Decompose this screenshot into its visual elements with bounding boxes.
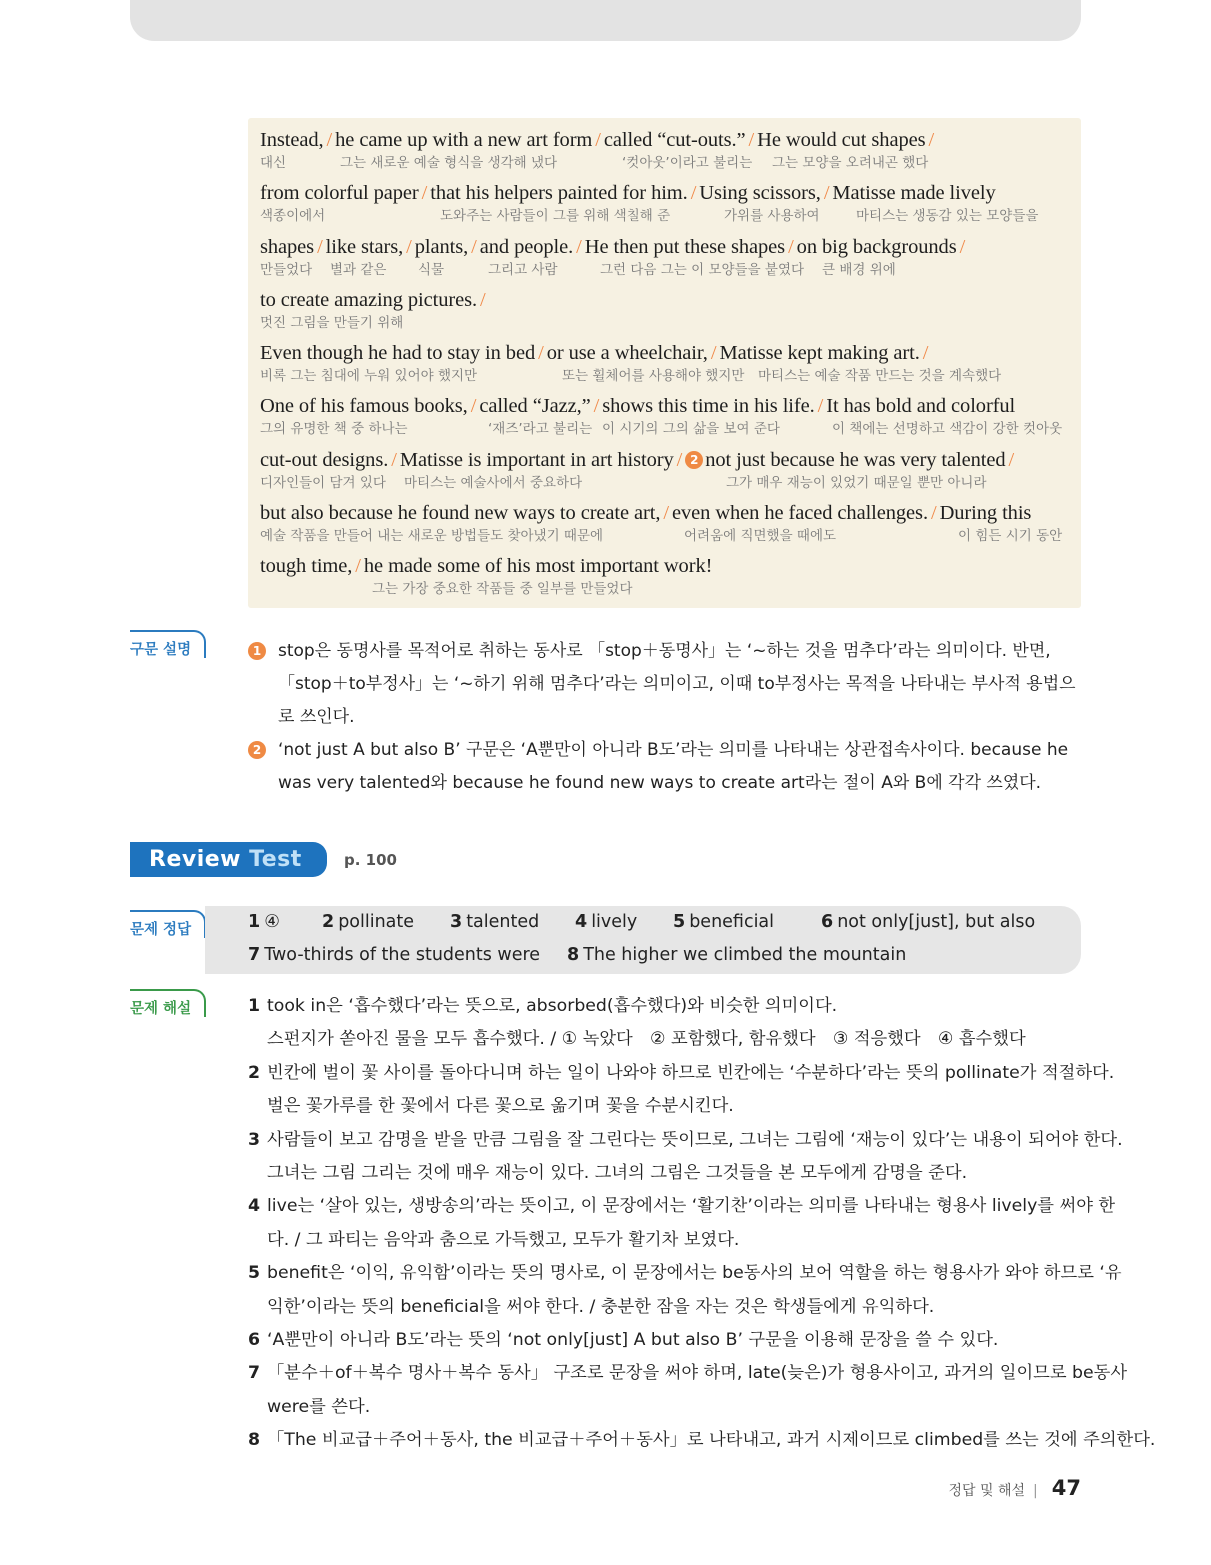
english-chunk: even when he faced challenges. <box>672 502 928 525</box>
chunk-slash: / <box>1008 448 1015 471</box>
english-chunk: Using scissors, <box>699 182 821 205</box>
english-chunk: During this <box>939 502 1032 525</box>
answer-number: 6 <box>821 912 834 932</box>
chunk-slash: / <box>470 395 477 418</box>
answer-text: lively <box>591 912 638 932</box>
chunk-slash: / <box>421 182 428 205</box>
grammar-item <box>248 635 1083 734</box>
passage-line <box>260 179 1081 232</box>
passage-korean <box>260 367 1081 385</box>
chunk-slash: / <box>406 235 412 258</box>
passage-english <box>260 339 1081 367</box>
korean-chunk: 예술 작품을 만들어 내는 새로운 방법들도 찾아냈기 때문에 <box>260 528 604 545</box>
solution-number: 1 <box>248 996 261 1016</box>
solution-line <box>248 990 1083 1023</box>
korean-chunk: 그런 다음 그는 이 모양들을 붙였다 <box>600 261 805 278</box>
solution-line <box>248 1391 1083 1424</box>
answer-item <box>567 945 906 965</box>
answer-number: 2 <box>322 912 335 932</box>
passage-korean <box>260 261 1081 279</box>
korean-chunk: 도와주는 사람들이 그를 위해 색칠해 준 <box>440 208 671 225</box>
chunk-slash: / <box>593 395 600 418</box>
korean-chunk: 그는 새로운 예술 형식을 생각해 냈다 <box>340 155 558 171</box>
english-chunk: called “cut-outs.” <box>603 129 746 151</box>
english-chunk: cut-out designs. <box>260 448 389 471</box>
chunk-slash: / <box>788 235 794 258</box>
chunk-slash: / <box>595 129 601 151</box>
passage-line <box>260 126 1081 179</box>
answer-text: beneficial <box>689 912 775 932</box>
english-chunk: that his helpers painted for him. <box>430 182 688 205</box>
passage-korean <box>260 420 1081 438</box>
korean-chunk: 색종이에서 <box>260 208 326 225</box>
passage-korean <box>260 580 1081 598</box>
korean-chunk: 또는 휠체어를 사용해야 했지만 <box>562 368 745 385</box>
answer-number: 8 <box>567 945 580 965</box>
english-chunk: Even though he had to stay in bed <box>260 342 536 365</box>
korean-chunk: ‘컷아웃’이라고 불리는 <box>622 155 753 171</box>
korean-chunk: ‘재즈’라고 불리는 <box>488 421 593 438</box>
passage-english <box>260 499 1081 527</box>
chunk-slash: / <box>930 502 937 525</box>
chunk-slash: / <box>928 129 935 151</box>
grammar-line: was very talented와 because he found new ways to create art라는 절이 A와 B에 각각 쓰였다. <box>278 773 1042 793</box>
korean-chunk: 이 책에는 선명하고 색감이 강한 컷아웃 <box>832 421 1063 438</box>
english-chunk: plants, <box>414 235 469 258</box>
chunk-slash: / <box>823 182 830 205</box>
grammar-item <box>248 734 1083 800</box>
answer-text: pollinate <box>338 912 415 932</box>
korean-chunk: 가위를 사용하여 <box>724 208 820 225</box>
solution-line <box>248 1324 1083 1357</box>
answer-item <box>248 912 280 932</box>
chunk-slash: / <box>391 448 397 471</box>
passage-line <box>260 392 1081 445</box>
english-chunk: It has bold and colorful <box>826 395 1016 418</box>
top-header-bar <box>130 0 1081 41</box>
korean-chunk: 마티스는 생동감 있는 모양들을 <box>856 208 1039 225</box>
english-chunk: but also because he found new ways to create art, <box>260 502 661 525</box>
number-badge: 2 <box>248 741 266 759</box>
answer-item <box>450 912 539 932</box>
review-title: Review <box>149 847 241 872</box>
review-test-banner <box>130 842 327 877</box>
passage-line <box>260 233 1081 286</box>
solution-line <box>248 1424 1156 1457</box>
answer-text: Two-thirds of the students were <box>264 945 541 965</box>
answer-text: talented <box>466 912 540 932</box>
chunk-slash: / <box>471 235 477 258</box>
english-chunk: He then put these shapes <box>584 235 786 258</box>
solution-number: 5 <box>248 1263 261 1284</box>
chunk-slash: / <box>676 448 683 471</box>
solution-text: benefit은 ‘이익, 유익함’이라는 뜻의 명사로, 이 문장에서는 be동사의 보어 역할을 하는 형용사가 와야 하므로 ‘유 <box>267 1263 1122 1284</box>
solution-number: 6 <box>248 1330 261 1351</box>
answers-tag: 문제 정답 <box>130 910 206 938</box>
solution-line <box>248 1224 1083 1257</box>
passage-korean <box>260 474 1081 492</box>
passage-line <box>260 446 1081 499</box>
solution-text: were를 쓴다. <box>267 1396 371 1417</box>
english-chunk: or use a wheelchair, <box>546 342 708 365</box>
solution-text: 빈칸에 벌이 꽃 사이를 돌아다니며 하는 일이 나와야 하므로 빈칸에는 ‘수분하다’라는 뜻의 pollinate가 적절하다. <box>267 1062 1115 1083</box>
answer-box <box>205 906 1081 974</box>
english-chunk: and people. <box>479 235 574 258</box>
passage-line <box>260 286 1081 339</box>
passage-korean <box>260 154 1081 172</box>
solution-text: ‘A뿐만이 아니라 B도’라는 뜻의 ‘not only[just] A but also B’ 구문을 이용해 문장을 쓸 수 있다. <box>267 1330 999 1351</box>
passage-english <box>260 233 1081 261</box>
solutions-list <box>248 990 1156 1458</box>
footer-section: 정답 및 해설 <box>948 1483 1026 1499</box>
solution-number: 8 <box>248 1430 261 1451</box>
solutions-tag: 문제 해설 <box>130 989 206 1017</box>
english-chunk: One of his famous books, <box>260 395 468 418</box>
answer-item <box>821 912 1035 932</box>
solution-text: 「분수＋of＋복수 명사＋복수 동사」 구조로 문장을 써야 하며, late(늦은)가 형용사이고, 과거의 일이므로 be동사 <box>267 1363 1128 1384</box>
korean-chunk: 만들었다 <box>260 261 313 278</box>
answer-item <box>322 912 414 932</box>
korean-chunk: 그는 모양을 오려내곤 했다 <box>772 155 929 171</box>
reading-passage-box <box>248 118 1081 608</box>
solution-text: 다. / 그 파티는 음악과 춤으로 가득했고, 모두가 활기차 보였다. <box>267 1229 740 1250</box>
solution-line <box>248 1257 1122 1290</box>
chunk-slash: / <box>663 502 669 525</box>
solution-text: 스펀지가 쏟아진 물을 모두 흡수했다. / ① 녹았다 ② 포함했다, 함유했다 ③ 적응했다 ④ 흡수했다 <box>267 1029 1026 1050</box>
korean-chunk: 디자인들이 담겨 있다 <box>260 474 386 491</box>
english-chunk: Instead, <box>260 129 324 151</box>
solution-line <box>248 1357 1128 1390</box>
chunk-slash: / <box>317 235 323 258</box>
answer-text: ④ <box>264 912 280 932</box>
solution-text: 사람들이 보고 감명을 받을 만큼 그림을 잘 그린다는 뜻이므로, 그녀는 그림에 ‘재능이 있다’는 내용이 되어야 한다. <box>267 1129 1123 1150</box>
korean-chunk: 비록 그는 침대에 누워 있어야 했지만 <box>260 368 478 385</box>
solution-number: 4 <box>248 1196 261 1217</box>
chunk-slash: / <box>922 342 929 365</box>
chunk-slash: / <box>480 288 486 311</box>
solution-text: 「The 비교급＋주어＋동사, the 비교급＋주어＋동사」로 나타내고, 과거 시제이므로 climbed를 쓰는 것에 주의한다. <box>267 1430 1156 1451</box>
chunk-slash: / <box>817 395 824 418</box>
page-footer: 정답 및 해설 | 47 <box>948 1476 1081 1500</box>
solution-text: 벌은 꽃가루를 한 꽃에서 다른 꽃으로 옮기며 꽃을 수분시킨다. <box>267 1096 734 1117</box>
passage-english <box>260 552 1081 580</box>
solution-line <box>248 1023 1083 1056</box>
english-chunk: on big backgrounds <box>796 235 957 258</box>
korean-chunk: 마티스는 예술사에서 중요하다 <box>404 474 583 491</box>
number-badge: 2 <box>685 451 703 469</box>
passage-line <box>260 339 1081 392</box>
chunk-slash: / <box>355 555 361 578</box>
chunk-slash: / <box>710 342 717 365</box>
answer-item <box>673 912 774 932</box>
grammar-line: 「stop＋to부정사」는 ‘~하기 위해 멈추다’라는 의미이고, 이때 to부정사는 목적을 나타내는 부사적 용법으로 쓰인다. <box>278 674 1076 727</box>
english-chunk: tough time, <box>260 555 353 578</box>
passage-english <box>260 392 1081 420</box>
grammar-line: stop은 동명사를 목적어로 취하는 동사로 「stop＋동명사」는 ‘~하는 것을 멈추다’라는 의미이다. 반면, <box>278 641 1051 661</box>
solution-line <box>248 1190 1116 1223</box>
chunk-slash: / <box>959 235 966 258</box>
answer-item <box>575 912 637 932</box>
english-chunk: Matisse made lively <box>832 182 996 205</box>
passage-english <box>260 286 1081 314</box>
english-chunk: shows this time in his life. <box>602 395 815 418</box>
solution-line <box>248 1157 1083 1190</box>
passage-line <box>260 499 1081 552</box>
english-chunk: from colorful paper <box>260 182 419 205</box>
english-chunk: like stars, <box>325 235 404 258</box>
passage-korean <box>260 207 1081 225</box>
english-chunk: Matisse kept making art. <box>719 342 920 365</box>
korean-chunk: 대신 <box>260 155 287 171</box>
korean-chunk: 이 힘든 시기 동안 <box>958 528 1063 545</box>
english-chunk: not just because he was very talented <box>705 448 1006 471</box>
solution-line <box>248 1124 1123 1157</box>
answer-text: not only[just], but also <box>837 912 1036 932</box>
solution-text: 그녀는 그림 그리는 것에 매우 재능이 있다. 그녀의 그림은 그것들을 본 모두에게 감명을 준다. <box>267 1163 968 1184</box>
answer-text: The higher we climbed the mountain <box>583 945 907 965</box>
answer-item <box>248 945 540 965</box>
passage-korean <box>260 527 1081 545</box>
answer-number: 1 <box>248 912 261 932</box>
solution-number: 2 <box>248 1062 261 1083</box>
korean-chunk: 식물 <box>418 261 445 278</box>
english-chunk: he made some of his most important work! <box>363 555 713 578</box>
korean-chunk: 그리고 사람 <box>488 261 558 278</box>
english-chunk: he came up with a new art form <box>335 129 593 151</box>
korean-chunk: 이 시기의 그의 삶을 보여 준다 <box>602 421 780 438</box>
review-page-ref: p. 100 <box>344 851 397 869</box>
answer-number: 4 <box>575 912 588 932</box>
english-chunk: called “Jazz,” <box>479 395 591 418</box>
solution-number: 3 <box>248 1129 261 1150</box>
korean-chunk: 그는 가장 중요한 작품들 중 일부를 만들었다 <box>372 581 633 598</box>
english-chunk: to create amazing pictures. <box>260 288 477 311</box>
test-title: Test <box>249 847 302 872</box>
solution-line <box>248 1291 1083 1324</box>
page-number: 47 <box>1051 1476 1081 1500</box>
passage-korean <box>260 314 1081 332</box>
korean-chunk: 어려움에 직면했을 때에도 <box>684 528 837 545</box>
korean-chunk: 그가 매우 재능이 있었기 때문일 뿐만 아니라 <box>726 474 987 491</box>
korean-chunk: 큰 배경 위에 <box>822 261 896 278</box>
grammar-tag: 구문 설명 <box>130 630 206 658</box>
passage-english <box>260 179 1081 207</box>
chunk-slash: / <box>690 182 697 205</box>
chunk-slash: / <box>326 129 333 151</box>
chunk-slash: / <box>538 342 544 365</box>
answer-number: 3 <box>450 912 463 932</box>
grammar-explanation <box>248 635 1083 800</box>
korean-chunk: 멋진 그림을 만들기 위해 <box>260 314 404 331</box>
korean-chunk: 그의 유명한 책 중 하나는 <box>260 421 408 438</box>
answer-number: 5 <box>673 912 686 932</box>
english-chunk: He would cut shapes <box>757 129 926 151</box>
solution-text: took in은 ‘흡수했다’라는 뜻으로, absorbed(흡수했다)와 비슷한 의미이다. <box>267 996 838 1016</box>
grammar-line: ‘not just A but also B’ 구문은 ‘A뿐만이 아니라 B도’라는 의미를 나타내는 상관접속사이다. because he <box>278 740 1069 760</box>
passage-english <box>260 126 1081 154</box>
number-badge: 1 <box>248 642 266 660</box>
chunk-slash: / <box>748 129 755 151</box>
english-chunk: shapes <box>260 235 315 258</box>
solution-text: 익한’이라는 뜻의 beneficial을 써야 한다. / 충분한 잠을 자는 것은 학생들에게 유익하다. <box>267 1296 935 1317</box>
solution-text: live는 ‘살아 있는, 생방송의’라는 뜻이고, 이 문장에서는 ‘활기찬’이라는 의미를 나타내는 형용사 lively를 써야 한 <box>267 1196 1116 1217</box>
korean-chunk: 별과 같은 <box>330 261 387 278</box>
korean-chunk: 마티스는 예술 작품 만드는 것을 계속했다 <box>758 368 1002 385</box>
solution-number: 7 <box>248 1363 261 1384</box>
english-chunk: Matisse is important in art history <box>399 448 674 471</box>
passage-line <box>260 552 1081 605</box>
passage-english <box>260 446 1081 474</box>
solution-line <box>248 1057 1115 1090</box>
solution-line <box>248 1090 1083 1123</box>
chunk-slash: / <box>576 235 582 258</box>
answer-number: 7 <box>248 945 261 965</box>
